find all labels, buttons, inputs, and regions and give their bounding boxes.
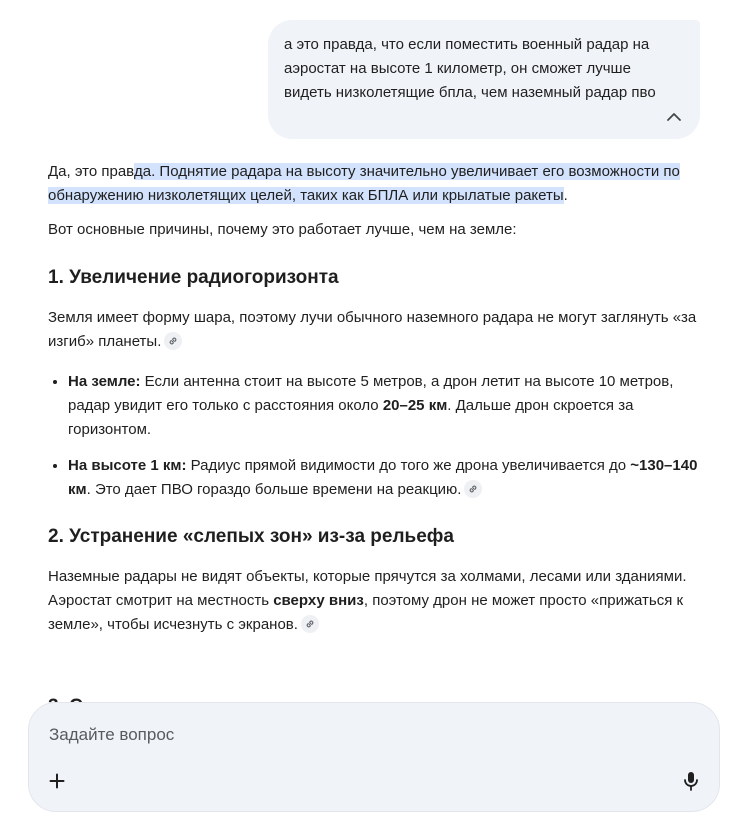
bullet-text-end: . Это дает ПВО гораздо больше времени на реакцию. — [86, 481, 462, 498]
bullet-bold: ~130–140 км — [68, 457, 698, 498]
assistant-answer — [48, 160, 698, 637]
source-link-button[interactable] — [301, 615, 319, 633]
answer-intro — [48, 160, 698, 208]
bullet-bold: 20–25 км — [382, 397, 448, 414]
intro-end: . — [563, 187, 568, 204]
answer-lead: Вот основные причины, почему это работает лучше, чем на земле: — [48, 221, 517, 238]
bullet-text: Если антенна стоит на высоте 5 метров, а дрон летит на высоте 10 метров, радар увидит его только с расстояния около — [68, 373, 674, 414]
add-attachment-button[interactable] — [45, 769, 69, 793]
bullet-text-end: . Дальше дрон скроется за горизонтом. — [68, 397, 634, 438]
plus-icon — [49, 773, 65, 789]
section-1-text-body: Земля имеет форму шара, поэтому лучи обычного наземного радара не могут заглянуть «за изгиб» планеты. — [48, 309, 697, 350]
section-2-bold: сверху вниз — [273, 592, 364, 609]
source-link-button[interactable] — [164, 332, 182, 350]
link-icon — [168, 336, 178, 346]
section-2-text — [48, 565, 698, 637]
prompt-input-box — [28, 702, 720, 812]
bullet-text: Радиус прямой видимости до того же дрона увеличивается до — [186, 457, 631, 474]
section-title-2: 2. Устранение «слепых зон» из-за рельефа — [48, 526, 454, 547]
bullet-label: На земле: — [68, 373, 141, 390]
link-icon — [305, 619, 315, 629]
user-message-bubble — [268, 20, 700, 139]
user-message-text: а это правда, что если поместить военный радар на аэростат на высоте 1 километр, он сможет лучше видеть низколетящие бпла, чем наземный радар пво — [284, 36, 656, 101]
intro-plain: Да, это прав — [48, 163, 134, 180]
voice-input-button[interactable] — [679, 769, 703, 793]
link-icon — [468, 484, 478, 494]
section-2-text-end: , поэтому дрон не может просто «прижаться к земле», чтобы исчезнуть с экранов. — [48, 592, 684, 633]
mic-icon — [683, 771, 699, 791]
chevron-up-icon — [666, 112, 682, 122]
bullet-label: На высоте 1 км: — [68, 457, 187, 474]
section-title-1: 1. Увеличение радиогоризонта — [48, 267, 339, 288]
intro-highlight: да. Поднятие радара на высоту значительно увеличивает его возможности по обнаружению низколетящих целей, таких как БПЛА или крылатые ракеты — [48, 163, 680, 204]
source-link-button[interactable] — [464, 480, 482, 498]
list-item — [68, 370, 698, 442]
list-item — [68, 454, 698, 502]
collapse-button[interactable] — [662, 105, 686, 129]
section-1-text — [48, 306, 698, 354]
prompt-input[interactable] — [47, 717, 671, 753]
section-1-bullets — [48, 370, 698, 502]
section-2-text-body: Наземные радары не видят объекты, которые прячутся за холмами, лесами или зданиями. Аэростат смотрит на местность — [48, 568, 687, 609]
